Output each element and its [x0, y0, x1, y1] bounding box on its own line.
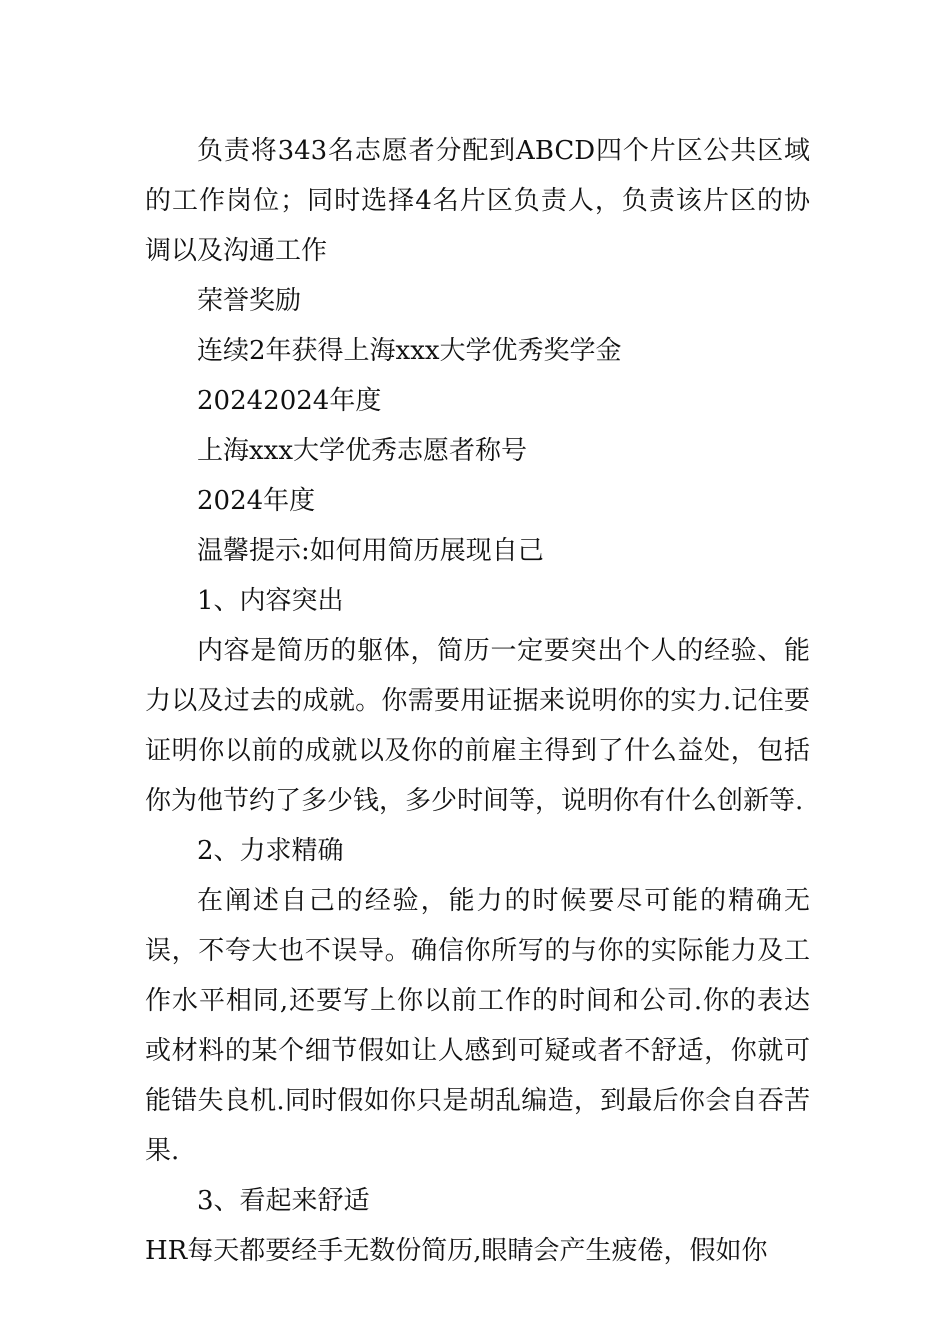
- heading-honors-awards: 荣誉奖励: [197, 286, 302, 316]
- award-volunteer-year: 2024年度: [197, 486, 316, 516]
- award-scholarship-year: 20242024年度: [197, 386, 382, 416]
- tip-1-heading: 1、内容突出: [197, 586, 344, 616]
- tip-1-body: 内容是简历的躯体，简历一定要突出个人的经验、能力以及过去的成就。你需要用证据来说明你的实力.记住要证明你以前的成就以及你的前雇主得到了什么益处，包括你为他节约了多少钱，多少时间等，说明你有什么创新等.: [145, 636, 810, 816]
- tip-3-heading: 3、看起来舒适: [197, 1186, 370, 1216]
- tips-heading: 温馨提示:如何用简历展现自己: [197, 536, 544, 566]
- tip-3-body: HR每天都要经手无数份简历,眼睛会产生疲倦，假如你: [145, 1236, 768, 1266]
- paragraph-volunteer-assignment: 负责将343名志愿者分配到ABCD四个片区公共区域的工作岗位；同时选择4名片区负责人，负责该片区的协调以及沟通工作: [145, 136, 810, 266]
- document-body: [145, 126, 810, 1276]
- award-volunteer-title: 上海xxx大学优秀志愿者称号: [197, 436, 527, 466]
- tip-2-body: 在阐述自己的经验，能力的时候要尽可能的精确无误，不夸大也不误导。确信你所写的与你的实际能力及工作水平相同,还要写上你以前工作的时间和公司.你的表达或材料的某个细节假如让人感到可疑或者不舒适，你就可能错失良机.同时假如你只是胡乱编造，到最后你会自吞苦果.: [145, 886, 810, 1166]
- award-scholarship: 连续2年获得上海xxx大学优秀奖学金: [197, 336, 622, 366]
- tip-2-heading: 2、力求精确: [197, 836, 344, 866]
